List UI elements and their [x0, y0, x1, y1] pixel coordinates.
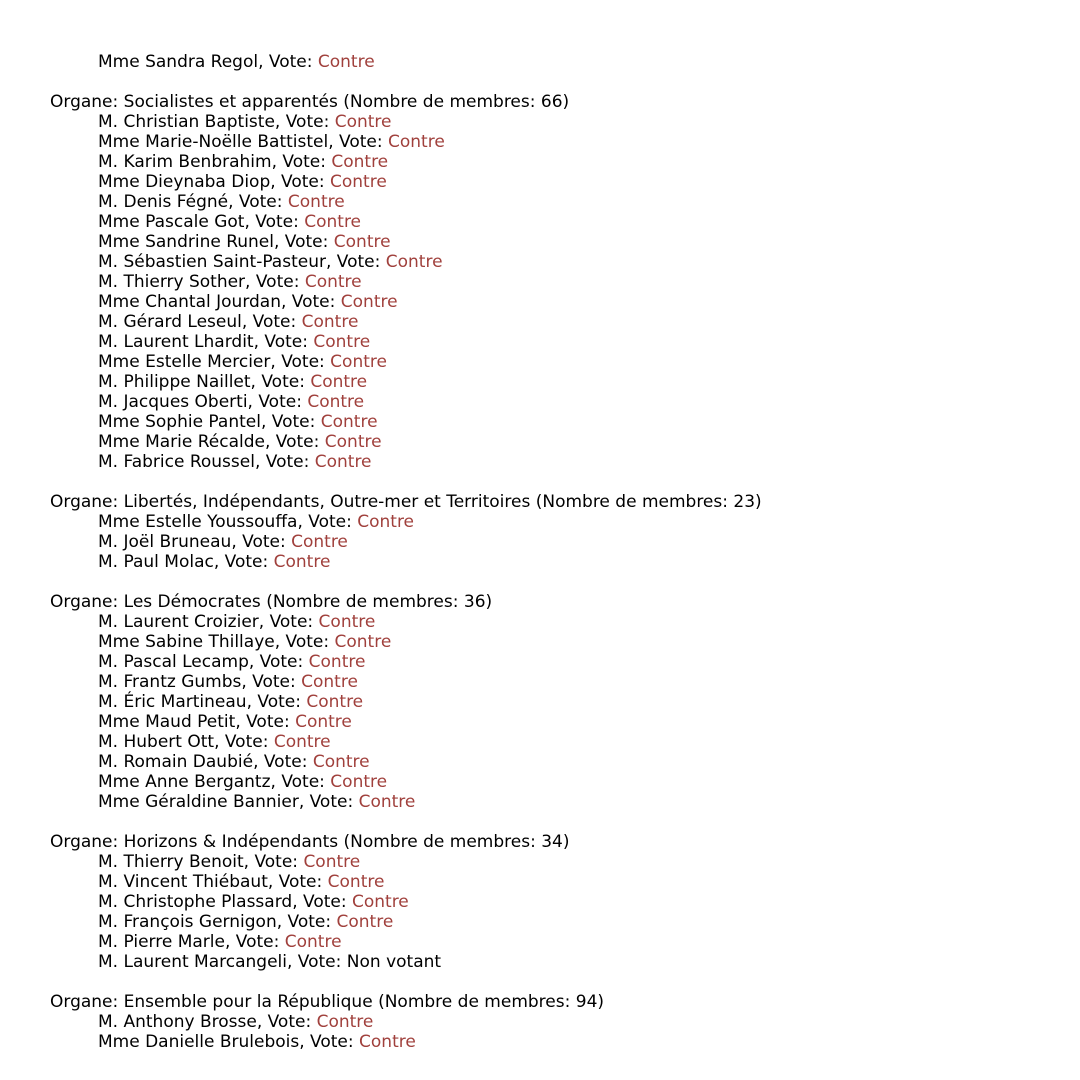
member-count: 23	[733, 492, 756, 512]
vote-value: Contre	[303, 852, 361, 872]
vote-separator: , Vote:	[274, 232, 334, 252]
member-name: Mme Danielle Brulebois	[98, 1032, 300, 1052]
vote-value: Contre	[287, 192, 345, 212]
spacer	[50, 572, 1050, 592]
vote-separator: , Vote:	[243, 852, 304, 872]
member-name: M. Jacques Oberti	[98, 392, 248, 412]
member-row	[50, 172, 1050, 192]
organe-heading	[50, 832, 1050, 852]
vote-separator: , Vote:	[274, 112, 335, 132]
organe-name: Les Démocrates	[123, 592, 261, 612]
member-row	[50, 452, 1050, 472]
vote-value: Contre	[358, 792, 416, 812]
member-name: M. Joël Bruneau	[98, 532, 232, 552]
members-open: (Nombre de membres:	[337, 92, 541, 112]
member-row	[50, 912, 1050, 932]
vote-value: Contre	[331, 152, 389, 172]
vote-value: Contre	[295, 712, 352, 732]
vote-value: Contre	[336, 912, 394, 932]
organe-section	[50, 992, 1050, 1052]
member-row	[50, 532, 1050, 552]
member-row	[50, 52, 1050, 72]
organe-name: Ensemble pour la République	[123, 992, 373, 1012]
member-name: M. Karim Benbrahim	[98, 152, 272, 172]
member-row	[50, 372, 1050, 392]
vote-separator: , Vote:	[287, 952, 347, 972]
member-row	[50, 752, 1050, 772]
vote-value: Contre	[291, 532, 348, 552]
vote-separator: , Vote:	[228, 192, 288, 212]
members-close: )	[597, 992, 605, 1012]
members-close: )	[485, 592, 493, 612]
vote-separator: , Vote:	[214, 732, 274, 752]
member-name: M. Pierre Marle	[98, 932, 225, 952]
member-name: Mme Sandra Regol	[98, 52, 259, 72]
vote-value: Contre	[327, 872, 385, 892]
member-name: M. Christophe Plassard	[98, 892, 293, 912]
vote-value: Contre	[317, 52, 375, 72]
vote-value: Contre	[385, 252, 443, 272]
member-row	[50, 892, 1050, 912]
vote-separator: , Vote:	[297, 512, 358, 532]
member-row	[50, 1032, 1050, 1052]
vote-value: Contre	[357, 512, 415, 532]
member-row	[50, 692, 1050, 712]
organe-section	[50, 492, 1050, 572]
member-row	[50, 412, 1050, 432]
organe-section	[50, 832, 1050, 972]
vote-value: Contre	[313, 332, 371, 352]
vote-separator: , Vote:	[298, 792, 359, 812]
vote-separator: , Vote:	[256, 1012, 317, 1032]
member-name: M. Philippe Naillet	[98, 372, 251, 392]
vote-value: Contre	[359, 1032, 416, 1052]
spacer	[50, 972, 1050, 992]
member-name: M. Anthony Brosse	[98, 1012, 257, 1032]
vote-separator: , Vote:	[265, 432, 325, 452]
vote-value: Contre	[301, 672, 358, 692]
vote-value: Contre	[301, 312, 359, 332]
organe-heading	[50, 92, 1050, 112]
organe-prefix: Organe:	[50, 992, 124, 1012]
organe-heading	[50, 492, 1050, 512]
vote-value: Contre	[308, 652, 366, 672]
member-row	[50, 652, 1050, 672]
member-row	[50, 252, 1050, 272]
member-name: M. François Gernigon	[98, 912, 277, 932]
vote-separator: , Vote:	[213, 552, 274, 572]
organe-heading	[50, 992, 1050, 1012]
organe-name: Horizons & Indépendants	[123, 832, 339, 852]
vote-value: Contre	[314, 452, 372, 472]
member-name: Mme Sabine Thillaye	[98, 632, 275, 652]
spacer	[50, 72, 1050, 92]
spacer	[50, 472, 1050, 492]
vote-separator: , Vote:	[325, 252, 386, 272]
member-name: M. Denis Fégné	[98, 192, 229, 212]
member-row	[50, 712, 1050, 732]
spacer	[50, 812, 1050, 832]
vote-separator: , Vote:	[328, 132, 388, 152]
vote-value: Contre	[273, 732, 331, 752]
member-name: M. Laurent Lhardit	[98, 332, 254, 352]
vote-separator: , Vote:	[248, 652, 309, 672]
member-name: M. Thierry Sother	[98, 272, 246, 292]
organe-prefix: Organe:	[50, 492, 124, 512]
organe-heading	[50, 592, 1050, 612]
vote-value: Contre	[351, 892, 409, 912]
member-count: 36	[463, 592, 486, 612]
vote-value: Non votant	[346, 952, 442, 972]
vote-separator: , Vote:	[270, 172, 331, 192]
vote-record-document	[50, 52, 1050, 1052]
member-row	[50, 112, 1050, 132]
member-row	[50, 1012, 1050, 1032]
vote-value: Contre	[316, 1012, 374, 1032]
vote-separator: , Vote:	[254, 452, 315, 472]
vote-value: Contre	[310, 372, 368, 392]
vote-separator: , Vote:	[244, 212, 305, 232]
vote-value: Contre	[388, 132, 445, 152]
member-name: M. Sébastien Saint-Pasteur	[98, 252, 326, 272]
vote-value: Contre	[324, 432, 382, 452]
member-name: Mme Sophie Pantel	[98, 412, 261, 432]
vote-separator: , Vote:	[253, 752, 313, 772]
member-name: M. Pascal Lecamp	[98, 652, 249, 672]
member-row	[50, 272, 1050, 292]
member-name: Mme Anne Bergantz	[98, 772, 271, 792]
member-name: M. Laurent Croizier	[98, 612, 259, 632]
member-row	[50, 732, 1050, 752]
vote-separator: , Vote:	[260, 412, 321, 432]
vote-separator: , Vote:	[235, 712, 296, 732]
vote-separator: , Vote:	[270, 352, 331, 372]
member-row	[50, 632, 1050, 652]
member-row	[50, 512, 1050, 532]
member-name: Mme Géraldine Bannier	[98, 792, 299, 812]
member-name: M. Laurent Marcangeli	[98, 952, 287, 972]
vote-value: Contre	[306, 692, 364, 712]
members-open: (Nombre de membres:	[338, 832, 542, 852]
vote-separator: , Vote:	[299, 1032, 360, 1052]
members-close: )	[562, 92, 570, 112]
member-row	[50, 392, 1050, 412]
member-row	[50, 312, 1050, 332]
vote-value: Contre	[330, 772, 388, 792]
vote-value: Contre	[333, 232, 391, 252]
organe-name: Libertés, Indépendants, Outre-mer et Territoires	[123, 492, 531, 512]
member-row	[50, 152, 1050, 172]
member-name: Mme Sandrine Runel	[98, 232, 274, 252]
vote-value: Contre	[340, 292, 398, 312]
vote-separator: , Vote:	[241, 672, 302, 692]
vote-separator: , Vote:	[253, 332, 314, 352]
vote-value: Contre	[320, 412, 378, 432]
vote-separator: , Vote:	[258, 612, 319, 632]
member-name: M. Thierry Benoit	[98, 852, 244, 872]
vote-value: Contre	[312, 752, 370, 772]
members-close: )	[562, 832, 570, 852]
organe-section	[50, 592, 1050, 812]
member-row	[50, 332, 1050, 352]
member-name: M. Frantz Gumbs	[98, 672, 242, 692]
member-row	[50, 352, 1050, 372]
organe-prefix: Organe:	[50, 832, 124, 852]
member-name: Mme Marie Récalde	[98, 432, 265, 452]
member-row	[50, 872, 1050, 892]
vote-separator: , Vote:	[245, 272, 305, 292]
member-row	[50, 772, 1050, 792]
member-name: Mme Estelle Mercier	[98, 352, 271, 372]
member-name: M. Fabrice Roussel	[98, 452, 255, 472]
vote-separator: , Vote:	[274, 632, 335, 652]
member-row	[50, 932, 1050, 952]
member-name: M. Gérard Leseul	[98, 312, 242, 332]
members-open: (Nombre de membres:	[372, 992, 576, 1012]
vote-value: Contre	[334, 632, 392, 652]
vote-value: Contre	[284, 932, 342, 952]
vote-separator: , Vote:	[281, 292, 341, 312]
vote-separator: , Vote:	[258, 52, 318, 72]
vote-value: Contre	[273, 552, 331, 572]
vote-separator: , Vote:	[246, 692, 307, 712]
member-name: M. Vincent Thiébaut	[98, 872, 268, 892]
organe-name: Socialistes et apparentés	[123, 92, 338, 112]
vote-separator: , Vote:	[271, 152, 332, 172]
member-name: Mme Maud Petit	[98, 712, 236, 732]
member-name: Mme Pascale Got	[98, 212, 245, 232]
member-count: 34	[541, 832, 563, 852]
vote-value: Contre	[304, 272, 362, 292]
member-row	[50, 232, 1050, 252]
vote-value: Contre	[330, 172, 387, 192]
vote-separator: , Vote:	[247, 392, 308, 412]
members-open: (Nombre de membres:	[530, 492, 734, 512]
member-row	[50, 792, 1050, 812]
organe-prefix: Organe:	[50, 592, 124, 612]
vote-value: Contre	[307, 392, 365, 412]
member-row	[50, 612, 1050, 632]
member-row	[50, 552, 1050, 572]
member-row	[50, 432, 1050, 452]
members-close: )	[755, 492, 762, 512]
vote-value: Contre	[330, 352, 387, 372]
vote-value: Contre	[304, 212, 362, 232]
members-open: (Nombre de membres:	[260, 592, 464, 612]
vote-separator: , Vote:	[292, 892, 352, 912]
vote-separator: , Vote:	[270, 772, 331, 792]
member-name: Mme Chantal Jourdan	[98, 292, 281, 312]
member-count: 66	[540, 92, 563, 112]
organe-prefix: Organe:	[50, 92, 124, 112]
vote-separator: , Vote:	[276, 912, 337, 932]
vote-value: Contre	[318, 612, 376, 632]
member-row	[50, 952, 1050, 972]
vote-separator: , Vote:	[241, 312, 302, 332]
member-count: 94	[575, 992, 598, 1012]
vote-separator: , Vote:	[250, 372, 311, 392]
member-row	[50, 292, 1050, 312]
vote-separator: , Vote:	[231, 532, 292, 552]
member-row	[50, 212, 1050, 232]
member-row	[50, 132, 1050, 152]
member-name: Mme Dieynaba Diop	[98, 172, 271, 192]
member-row	[50, 852, 1050, 872]
member-name: Mme Estelle Youssouffa	[98, 512, 298, 532]
member-name: M. Éric Martineau	[98, 692, 247, 712]
member-name: Mme Marie-Noëlle Battistel	[98, 132, 329, 152]
member-row	[50, 192, 1050, 212]
vote-value: Contre	[334, 112, 392, 132]
member-name: M. Christian Baptiste	[98, 112, 275, 132]
member-name: M. Romain Daubié	[98, 752, 254, 772]
vote-separator: , Vote:	[267, 872, 328, 892]
vote-separator: , Vote:	[224, 932, 285, 952]
organe-section	[50, 92, 1050, 472]
member-row	[50, 672, 1050, 692]
member-name: M. Hubert Ott	[98, 732, 215, 752]
member-name: M. Paul Molac	[98, 552, 214, 572]
